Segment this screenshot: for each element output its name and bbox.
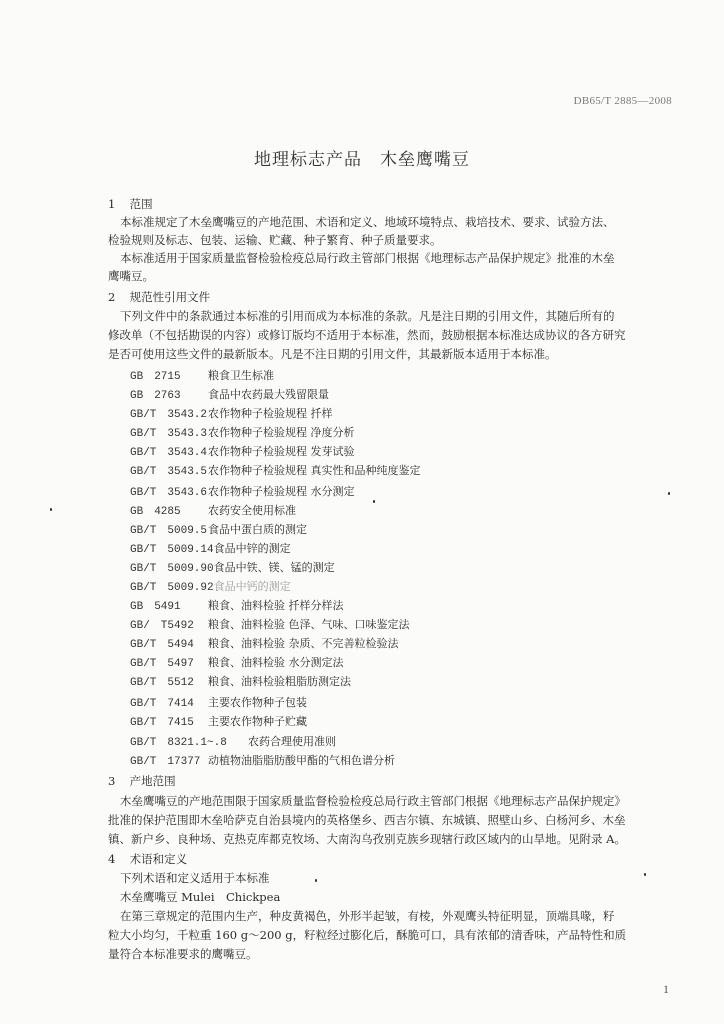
reference-item: [130, 522, 705, 539]
section-2-heading: [108, 289, 683, 305]
reference-code: GB/T 3543.5: [130, 466, 208, 478]
reference-item: [130, 484, 705, 501]
reference-title: 主要农作物种子贮藏: [208, 715, 307, 728]
reference-item: [130, 734, 705, 751]
document-code: DB65/T 2885—2008: [573, 95, 672, 107]
reference-code: GB/T 5009.5: [130, 525, 208, 537]
reference-title: 农药合理使用准则: [248, 735, 336, 748]
reference-item: [130, 674, 705, 691]
paragraph-line: 木垒鹰嘴豆的产地范围限于国家质量监督检验检疫总局行政主管部门根据《地理标志产品保护规定》: [120, 794, 626, 808]
reference-title: 粮食、油料检验 水分测定法: [208, 656, 344, 669]
paragraph-line: 量符合本标准要求的鹰嘴豆。: [108, 947, 258, 961]
reference-code: GB/T 5009.90: [130, 563, 214, 575]
reference-title: 农作物种子检验规程 净度分析: [208, 426, 355, 439]
reference-code: GB/T 3543.3: [130, 428, 208, 440]
reference-title: 粮食、油料检验 色泽、气味、口味鉴定法: [208, 618, 410, 631]
reference-item: [130, 560, 705, 577]
reference-title: 动植物油脂脂肪酸甲酯的气相色谱分析: [208, 754, 395, 767]
reference-title: 食品中农药最大残留限量: [208, 388, 329, 401]
reference-title: 粮食、油料检验 扦样分样法: [208, 599, 344, 612]
paragraph-line: 粒大小均匀，千粒重 160 g～200 g，籽粒经过膨化后，酥脆可口，具有浓郁的清香味，产品特性和质: [108, 928, 627, 942]
paragraph-line: 鹰嘴豆。: [108, 269, 154, 283]
reference-code: GB/T 3543.2: [130, 409, 208, 421]
reference-item: [130, 695, 705, 712]
reference-title: 食品中锌的测定: [213, 542, 291, 555]
section-number: 3: [108, 774, 116, 788]
reference-item: [130, 617, 705, 634]
reference-item: [130, 753, 705, 770]
reference-title: 主要农作物种子包装: [208, 696, 307, 709]
reference-item: [130, 503, 705, 520]
reference-code: GB/T 3543.4: [130, 447, 208, 459]
reference-item: [130, 406, 705, 423]
reference-code: GB/T 5009.14: [130, 544, 214, 556]
paragraph-line: 下列术语和定义适用于本标准: [120, 871, 270, 885]
reference-title: 农作物种子检验规程 发芽试验: [208, 445, 355, 458]
paragraph-line: 检验规则及标志、包装、运输、贮藏、种子繁育、种子质量要求。: [108, 233, 442, 247]
paragraph-line: 本标准适用于国家质量监督检验检疫总局行政主管部门根据《地理标志产品保护规定》批准的木垒: [120, 251, 615, 265]
reference-title: 食品中钙的测定: [213, 580, 291, 593]
paragraph-line: 镇、新户乡、良种场、克热克库都克牧场、大南沟乌孜别克族乡现辖行政区域内的山旱地。见附录 A。: [108, 832, 626, 846]
reference-code: GB 2763: [130, 390, 181, 402]
reference-code: GB 5491: [130, 601, 181, 613]
paragraph-line: 在第三章规定的范围内生产，种皮黄褐色，外形半起皱，有棱，外观鹰头特征明显，顶端具喙，籽: [120, 909, 615, 923]
page-number: 1: [663, 982, 669, 996]
reference-item: [130, 655, 705, 672]
scan-speck: [315, 879, 317, 882]
reference-item: [130, 387, 705, 404]
reference-code: GB 4285: [130, 506, 181, 518]
reference-item: [130, 714, 705, 731]
section-3-heading: [108, 773, 683, 789]
section-title: 规范性引用文件: [129, 290, 211, 304]
reference-code: GB/T 5494: [130, 639, 194, 651]
reference-code: GB/T 5497: [130, 658, 194, 670]
paragraph-line: 修改单（不包括勘误的内容）或修订版均不适用于本标准，然而，鼓励根据本标准达成协议的各方研究: [108, 328, 626, 342]
reference-title: 粮食、油料检验 杂质、不完善粒检验法: [208, 637, 399, 650]
scan-speck: [50, 508, 52, 511]
reference-title: 粮食卫生标准: [208, 369, 274, 382]
reference-title: 粮食、油料检验粗脂肪测定法: [208, 675, 351, 688]
reference-item: [130, 598, 705, 615]
reference-item: [130, 541, 705, 558]
section-title: 范围: [129, 197, 153, 211]
section-1-heading: [108, 196, 683, 212]
reference-item: [130, 463, 705, 480]
section-title: 术语和定义: [129, 852, 188, 866]
reference-title: 农药安全使用标准: [208, 504, 296, 517]
reference-code: GB 2715: [130, 371, 181, 383]
scan-speck: [373, 500, 375, 503]
reference-code: GB/ T5492: [130, 620, 194, 632]
scan-speck: [644, 873, 646, 876]
reference-title: 食品中铁、镁、锰的测定: [213, 561, 335, 574]
reference-code: GB/T 7415: [130, 717, 194, 729]
reference-item: [130, 425, 705, 442]
scan-speck: [668, 492, 670, 495]
reference-code: GB/T 3543.6: [130, 487, 208, 499]
paragraph-line: 批准的保护范围即木垒哈萨克自治县境内的英格堡乡、西吉尔镇、东城镇、照壁山乡、白杨河乡、木垒: [108, 813, 626, 827]
paragraph-line: 本标准规定了木垒鹰嘴豆的产地范围、术语和定义、地域环境特点、栽培技术、要求、试验方法、: [120, 215, 615, 229]
paragraph-line: 是否可使用这些文件的最新版本。凡是不注日期的引用文件，其最新版本适用于本标准。: [108, 347, 557, 361]
reference-item: [130, 636, 705, 653]
reference-title: 食品中蛋白质的测定: [208, 523, 307, 536]
section-number: 2: [108, 290, 116, 304]
reference-item: [130, 579, 705, 596]
reference-code: GB/T 7414: [130, 698, 194, 710]
reference-title: 农作物种子检验规程 水分测定: [208, 485, 355, 498]
reference-code: GB/T 5512: [130, 677, 194, 689]
document-title: 地理标志产品 木垒鹰嘴豆: [254, 150, 470, 170]
reference-title: 农作物种子检验规程 扦样: [208, 407, 333, 420]
reference-code: GB/T 5009.92: [130, 582, 214, 594]
reference-item: [130, 368, 705, 385]
reference-item: [130, 444, 705, 461]
term-line: 木垒鹰嘴豆 Mulei Chickpea: [120, 890, 281, 904]
reference-code: GB/T 8321.1~.8: [130, 737, 227, 749]
reference-code: GB/T 17377: [130, 756, 201, 768]
section-number: 1: [108, 197, 116, 211]
section-4-heading: [108, 851, 683, 867]
section-title: 产地范围: [129, 774, 176, 788]
reference-title: 农作物种子检验规程 真实性和品种纯度鉴定: [208, 464, 421, 477]
section-number: 4: [108, 852, 116, 866]
paragraph-line: 下列文件中的条款通过本标准的引用而成为本标准的条款。凡是注日期的引用文件，其随后所有的: [120, 309, 615, 323]
